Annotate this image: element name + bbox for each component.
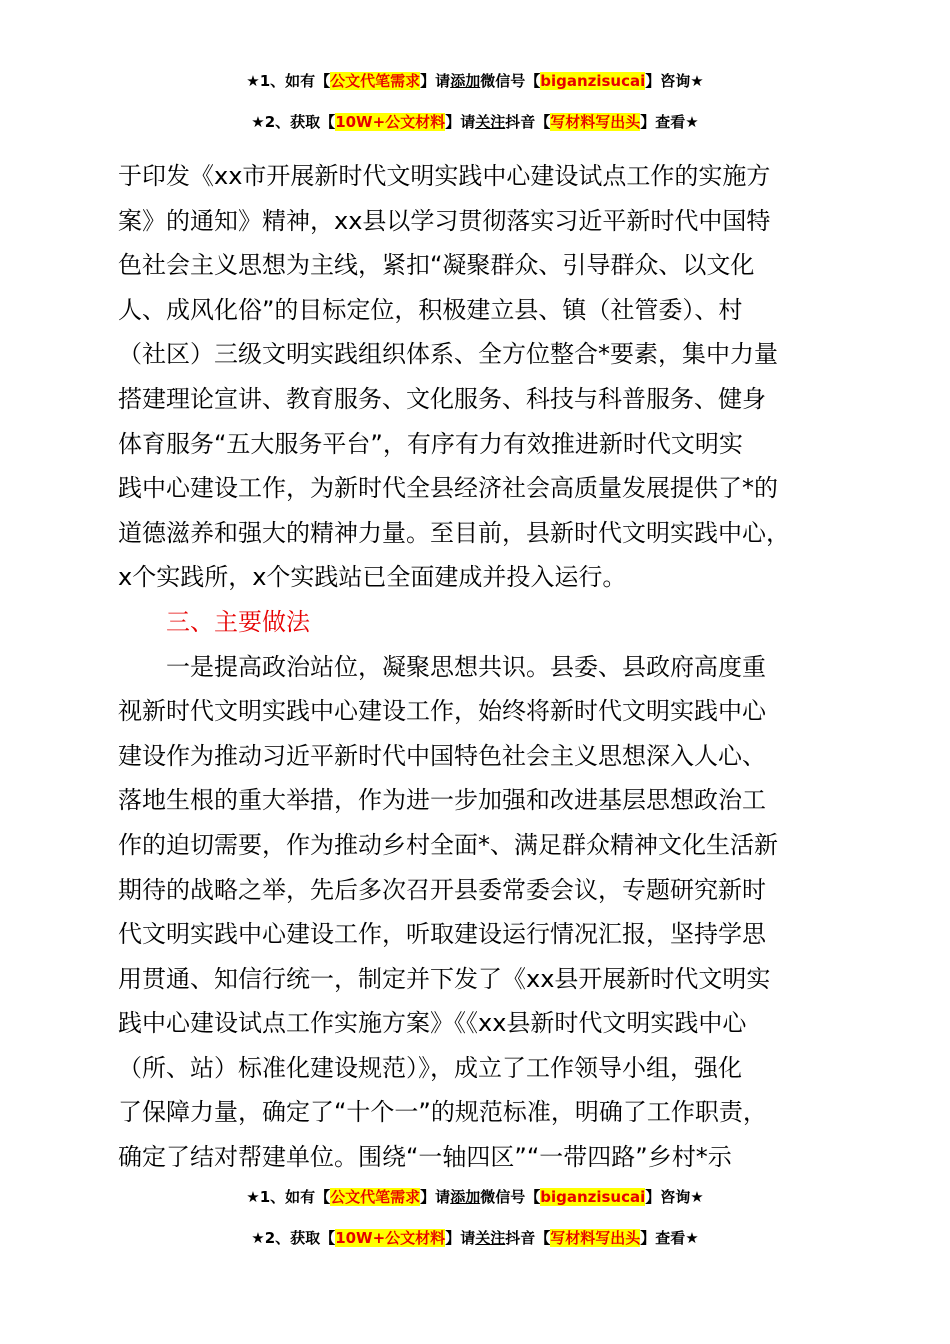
banner-wechat-id: biganzisucai (540, 72, 646, 90)
banner-prefix: ★1、如有【 (246, 1188, 331, 1206)
footer-banner-line1 (0, 1186, 950, 1208)
header-banner-line2 (0, 111, 950, 133)
banner-text: 】请 (445, 113, 476, 131)
banner-suffix: 】查看★ (640, 113, 699, 131)
paragraph-line: 代文明实践中心建设工作，听取建设运行情况汇报，坚持学思 (118, 920, 766, 949)
banner-underlined-text: 添加 (450, 72, 481, 90)
body-line: 案》的通知》精神，xx县以学习贯彻落实习近平新时代中国特 (118, 206, 771, 235)
banner-prefix: ★2、获取【 (251, 1229, 336, 1247)
banner-suffix: 】查看★ (640, 1229, 699, 1247)
paragraph-line: 用贯通、知信行统一，制定并下发了《xx县开展新时代文明实 (118, 964, 771, 993)
banner-douyin-id: 写材料写出头 (550, 1229, 641, 1247)
paragraph-line: 了保障力量，确定了“十个一”的规范标准，明确了工作职责， (118, 1098, 767, 1127)
banner-underlined-text: 关注 (475, 113, 506, 131)
banner-wechat-id: biganzisucai (540, 1188, 646, 1206)
banner-text: 微信号【 (480, 1188, 541, 1206)
paragraph-line: 践中心建设试点工作实施方案》《《xx县新时代文明实践中心 (118, 1009, 747, 1038)
body-line: 搭建理论宣讲、教育服务、文化服务、科技与科普服务、健身 (118, 384, 766, 413)
banner-suffix: 】咨询★ (645, 1188, 704, 1206)
body-line: 体育服务“五大服务平台”，有序有力有效推进新时代文明实 (118, 429, 743, 458)
paragraph-line: 期待的战略之举，先后多次召开县委常委会议，专题研究新时 (118, 875, 766, 904)
banner-douyin-id: 写材料写出头 (550, 113, 641, 131)
banner-highlight: 10W+公文材料 (335, 113, 446, 131)
body-line: （社区）三级文明实践组织体系、全方位整合*要素，集中力量 (118, 340, 778, 369)
banner-underlined-text: 关注 (475, 1229, 506, 1247)
banner-prefix: ★2、获取【 (251, 113, 336, 131)
header-banner-line1 (0, 70, 950, 92)
paragraph-line: 建设作为推动习近平新时代中国特色社会主义思想深入人心、 (118, 741, 766, 770)
banner-text: 微信号【 (480, 72, 541, 90)
body-line: 于印发《xx市开展新时代文明实践中心建设试点工作的实施方 (118, 162, 771, 190)
banner-highlight: 公文代笔需求 (330, 72, 421, 90)
banner-highlight: 公文代笔需求 (330, 1188, 421, 1206)
paragraph-line: 确定了结对帮建单位。围绕“一轴四区”“一带四路”乡村*示 (118, 1143, 732, 1172)
banner-prefix: ★1、如有【 (246, 72, 331, 90)
banner-text: 】请 (420, 1188, 451, 1206)
footer-banner-line2 (0, 1227, 950, 1249)
body-line: 道德滋养和强大的精神力量。至目前，县新时代文明实践中心， (118, 518, 790, 547)
body-line: x个实践所，x个实践站已全面建成并投入运行。 (118, 563, 627, 592)
body-line: 人、成风化俗”的目标定位，积极建立县、镇（社管委）、村 (118, 295, 743, 324)
paragraph-line: 视新时代文明实践中心建设工作，始终将新时代文明实践中心 (118, 697, 766, 726)
body-line: 践中心建设工作，为新时代全县经济社会高质量发展提供了*的 (118, 474, 778, 503)
banner-text: 】请 (445, 1229, 476, 1247)
paragraph-line: （所、站）标准化建设规范）》，成立了工作领导小组，强化 (118, 1053, 742, 1082)
paragraph-line: 落地生根的重大举措，作为进一步加强和改进基层思想政治工 (118, 786, 766, 815)
body-line: 色社会主义思想为主线，紧扣“凝聚群众、引导群众、以文化 (118, 251, 755, 280)
banner-text: 】请 (420, 72, 451, 90)
banner-suffix: 】咨询★ (645, 72, 704, 90)
banner-underlined-text: 添加 (450, 1188, 481, 1206)
banner-highlight: 10W+公文材料 (335, 1229, 446, 1247)
section-heading: 三、主要做法 (166, 607, 310, 636)
paragraph-line: 一是提高政治站位，凝聚思想共识。县委、县政府高度重 (166, 652, 766, 681)
paragraph-line: 作的迫切需要，作为推动乡村全面*、满足群众精神文化生活新 (118, 830, 778, 859)
document-body (118, 154, 858, 1180)
banner-text: 抖音【 (505, 1229, 551, 1247)
banner-text: 抖音【 (505, 113, 551, 131)
